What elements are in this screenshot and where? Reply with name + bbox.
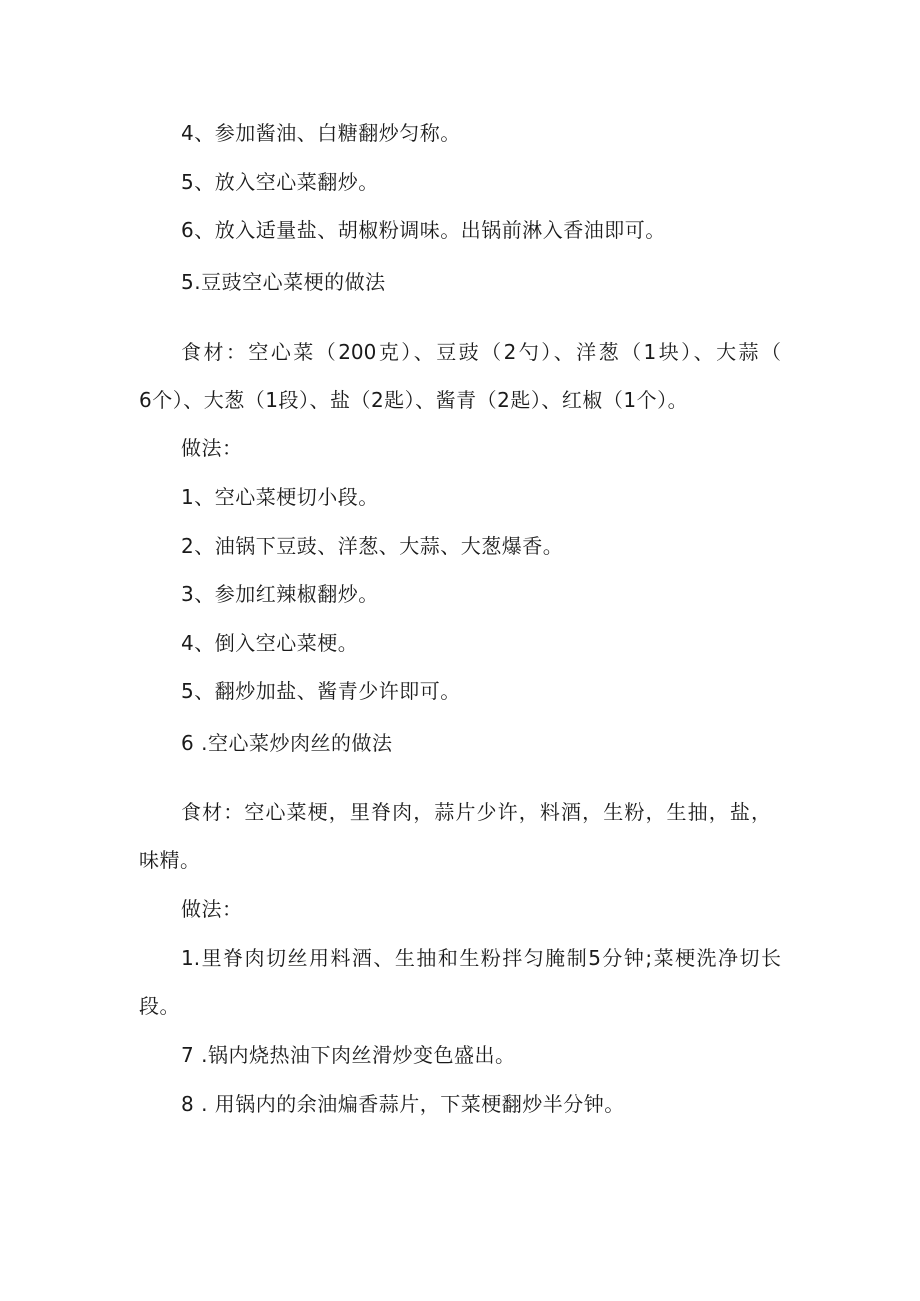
section-5-step-3: 3、参加红辣椒翻炒。 [181,582,379,606]
section-6-step-1-line-2: 段。 [139,994,180,1018]
section-5-ingredients-line-1: 食材：空心菜（200克）、豆豉（2勺）、洋葱（1块）、大蒜（ [181,340,781,364]
section-5-step-1: 1、空心菜梗切小段。 [181,485,379,509]
section-6-step-8: 8 . 用锅内的余油煸香蒜片，下菜梗翻炒半分钟。 [181,1092,625,1116]
step-5-add-vegetable: 5、放入空心菜翻炒。 [181,170,379,194]
section-5-step-2: 2、油锅下豆豉、洋葱、大蒜、大葱爆香。 [181,534,564,558]
section-5-ingredients-line-2: 6个）、大葱（1段）、盐（2匙）、酱青（2匙）、红椒（1个）。 [139,388,689,412]
section-5-title: 5.豆豉空心菜梗的做法 [181,270,386,294]
section-6-step-7: 7 .锅内烧热油下肉丝滑炒变色盛出。 [181,1043,516,1067]
section-6-ingredients-line-1: 食材：空心菜梗，里脊肉，蒜片少许，料酒，生粉，生抽，盐， [181,800,771,824]
section-6-step-1-line-1: 1.里脊肉切丝用料酒、生抽和生粉拌匀腌制5分钟;菜梗洗净切长 [181,946,781,970]
section-6-method-label: 做法： [181,897,243,921]
step-4-soy-sugar: 4、参加酱油、白糖翻炒匀称。 [181,121,461,145]
section-6-ingredients-line-2: 味精。 [139,848,201,872]
section-6-title: 6 .空心菜炒肉丝的做法 [181,731,393,755]
section-5-step-5: 5、翻炒加盐、酱青少许即可。 [181,679,461,703]
section-5-step-4: 4、倒入空心菜梗。 [181,631,359,655]
section-5-method-label: 做法： [181,436,243,460]
step-6-season: 6、放入适量盐、胡椒粉调味。出锅前淋入香油即可。 [181,218,666,242]
